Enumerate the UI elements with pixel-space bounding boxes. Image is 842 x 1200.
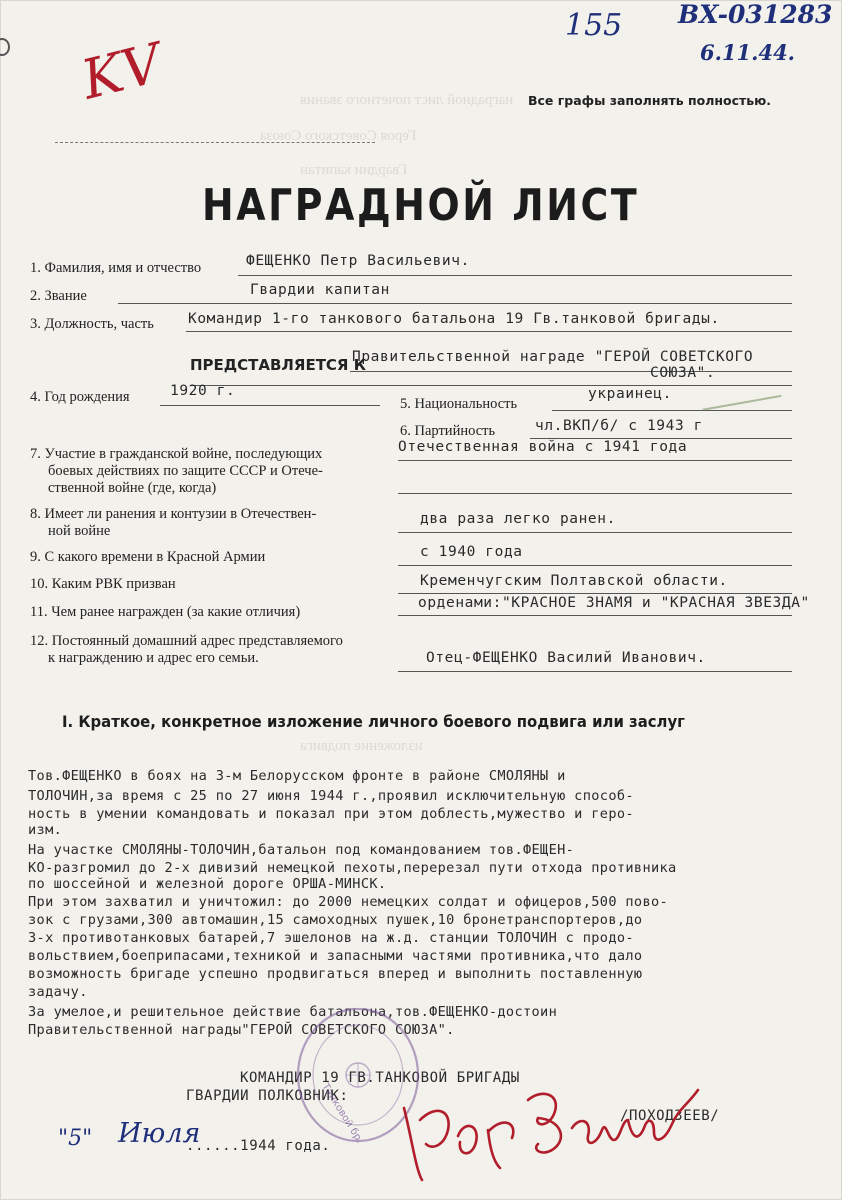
fill-instruction: Все графы заполнять полностью. <box>528 93 772 108</box>
narrative-line: Тов.ФЕЩЕНКО в боях на 3-м Белорусском фронте в районе СМОЛЯНЫ и <box>28 768 566 784</box>
field-underline <box>398 671 792 672</box>
signature-stroke <box>572 1090 698 1143</box>
field-9-label: 9. С какого времени в Красной Армии <box>30 549 266 565</box>
signature-stroke <box>528 1094 561 1153</box>
narrative-line: вольствием,боеприпасами,техникой и запасными частями противника,что дало <box>28 948 643 964</box>
signature-stroke <box>404 1108 449 1180</box>
bleed-through-text: Героя Советского Союза <box>260 128 417 144</box>
bleed-through-text: изложение подвига <box>300 738 423 754</box>
bleed-through-text: Гвардии капитан <box>300 162 408 178</box>
field-8-label-2: ной войне <box>48 523 111 539</box>
bleed-through-text: наградной лист почетного звания <box>300 92 514 108</box>
field-1-value: ФЕЩЕНКО Петр Васильевич. <box>246 253 470 269</box>
field-4-value: 1920 г. <box>170 383 236 399</box>
binding-hole <box>0 38 10 56</box>
field-7-value: Отечественная война с 1941 года <box>398 439 688 455</box>
field-underline <box>350 371 792 372</box>
initials-mark: KV <box>75 31 168 112</box>
field-9-value: с 1940 года <box>420 544 523 560</box>
field-7-label-2: боевых действиях по защите СССР и Отече- <box>48 463 323 479</box>
narrative-line: Правительственной награды"ГЕРОЙ СОВЕТСКОГО СОЮЗА". <box>28 1022 455 1038</box>
field-4-label: 4. Год рождения <box>30 389 130 405</box>
field-5-label: 5. Национальность <box>400 396 518 412</box>
seal-text: Танковой бр. <box>319 1081 365 1146</box>
signature-title-line2: ГВАРДИИ ПОЛКОВНИК: <box>186 1088 349 1104</box>
field-2-label: 2. Звание <box>30 288 87 304</box>
signature-title-line1: КОМАНДИР 19 ГВ.ТАНКОВОЙ БРИГАДЫ <box>240 1070 520 1086</box>
field-5-value: украинец. <box>588 386 672 402</box>
narrative-line: При этом захватил и уничтожил: до 2000 немецких солдат и офицеров,500 пово- <box>28 894 669 910</box>
date-year: ......1944 года. <box>186 1138 331 1154</box>
field-2-value: Гвардии капитан <box>250 282 390 298</box>
narrative-line: задачу. <box>28 984 88 1000</box>
represented-label: ПРЕДСТАВЛЯЕТСЯ К <box>190 356 366 374</box>
handwritten-signature <box>392 1080 722 1190</box>
field-12-label-2: к награждению и адрес его семьи. <box>48 650 259 666</box>
field-underline <box>160 405 380 406</box>
narrative-line: 3-х противотанковых батарей,7 эшелонов на ж.д. станции ТОЛОЧИН с продо- <box>28 930 634 946</box>
field-underline <box>118 303 792 304</box>
field-underline <box>398 460 792 461</box>
divider <box>55 142 375 143</box>
date-stamp-handwritten: 6.11.44. <box>700 40 795 65</box>
field-underline <box>186 331 792 332</box>
field-underline <box>398 615 792 616</box>
field-1-label: 1. Фамилия, имя и отчество <box>30 260 202 276</box>
field-10-label: 10. Каким РВК призван <box>30 576 176 592</box>
field-underline <box>398 532 792 533</box>
field-underline <box>398 493 792 494</box>
narrative-line: ТОЛОЧИН,за время с 25 по 27 июня 1944 г.,проявил исключительную способ- <box>28 788 634 804</box>
section-heading: I. Краткое, конкретное изложение личного боевого подвига или заслуг <box>62 712 685 731</box>
field-7-label-1: 7. Участие в гражданской войне, последующих <box>30 446 323 462</box>
field-3-value: Командир 1-го танкового батальона 19 Гв.танковой бригады. <box>188 311 720 327</box>
narrative-line: За умелое,и решительное действие батальона,тов.ФЕЩЕНКО-достоин <box>28 1004 558 1020</box>
narrative-line: ность в умении командовать и показал при этом доблесть,мужество и геро- <box>28 806 634 822</box>
narrative-line: КО-разгромил до 2-х дивизий немецкой пехоты,перерезал пути отхода противника <box>28 860 677 876</box>
field-10-value: Кременчугским Полтавской области. <box>420 573 728 589</box>
signatory-name: /ПОХОДЗЕЕВ/ <box>620 1108 720 1124</box>
field-6-value: чл.ВКП/б/ с 1943 г <box>535 418 703 434</box>
narrative-line: по шоссейной и железной дороге ОРША-МИНСК. <box>28 876 387 892</box>
field-12-value: Отец-ФЕЩЕНКО Василий Иванович. <box>426 650 706 666</box>
date-day: "5" <box>58 1126 93 1151</box>
field-11-label: 11. Чем ранее награжден (за какие отличия) <box>30 604 301 620</box>
archive-code: BX-031283 <box>678 0 833 29</box>
field-11-value: орденами:"КРАСНОЕ ЗНАМЯ и "КРАСНАЯ ЗВЕЗДА" <box>418 595 810 611</box>
field-8-label-1: 8. Имеет ли ранения и контузии в Отечествен- <box>30 506 317 522</box>
field-8-value: два раза легко ранен. <box>420 511 616 527</box>
narrative-line: зок с грузами,300 автомашин,15 самоходных пушек,10 бронетранспортеров,до <box>28 912 643 928</box>
represented-value-line2: СОЮЗА". <box>650 365 716 381</box>
represented-value-line1: Правительственной награде "ГЕРОЙ СОВЕТСКОГО <box>352 349 754 365</box>
narrative-line: На участке СМОЛЯНЫ-ТОЛОЧИН,батальон под командованием тов.ФЕЩЕН- <box>28 842 575 858</box>
narrative-line: возможность бригаде успешно продвигаться вперед и выполнить поставленную <box>28 966 643 982</box>
signature-stroke <box>458 1123 513 1168</box>
date-month: Июля <box>118 1118 201 1149</box>
page-number: 155 <box>565 8 623 43</box>
field-underline <box>398 565 792 566</box>
field-underline <box>238 275 792 276</box>
field-3-label: 3. Должность, часть <box>30 316 154 332</box>
field-underline <box>398 593 792 594</box>
narrative-line: изм. <box>28 822 63 838</box>
field-underline <box>552 410 792 411</box>
field-6-label: 6. Партийность <box>400 423 496 439</box>
field-12-label-1: 12. Постоянный домашний адрес представляемого <box>30 633 343 649</box>
field-7-label-3: ственной войне (где, когда) <box>48 480 217 496</box>
document-title: НАГРАДНОЙ ЛИСТ <box>202 180 640 231</box>
